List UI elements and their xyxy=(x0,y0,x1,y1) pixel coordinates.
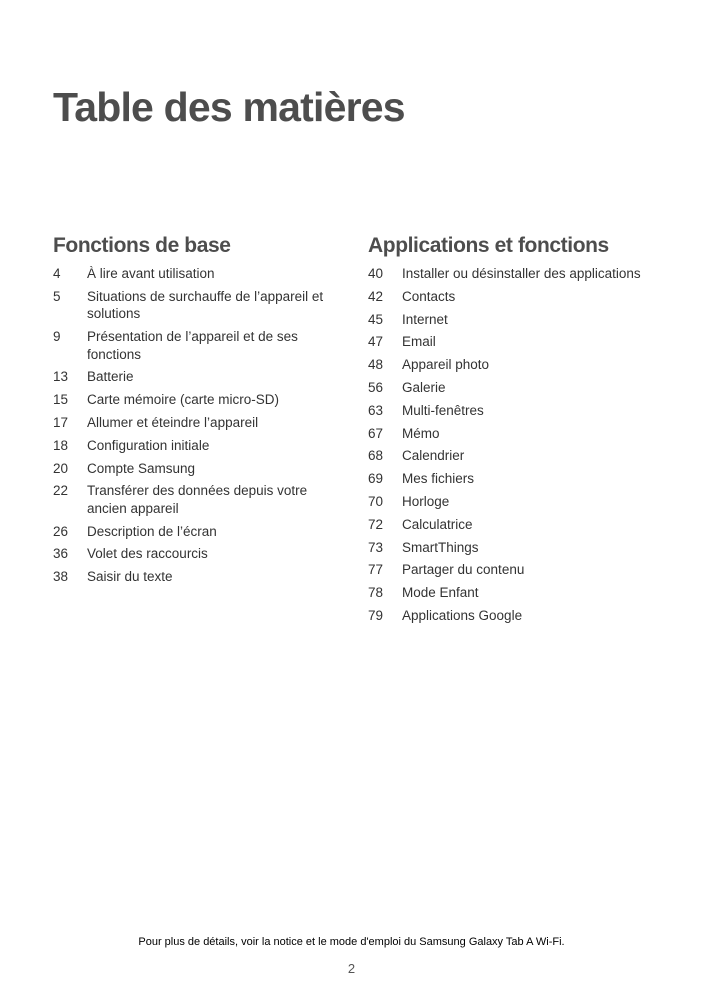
toc-entry[interactable] xyxy=(53,368,343,386)
toc-entry-label: Internet xyxy=(402,311,448,327)
toc-entry-page-number: 17 xyxy=(53,414,69,430)
toc-entry[interactable] xyxy=(53,482,343,517)
toc-entry[interactable] xyxy=(53,568,343,586)
toc-entry-page-number: 79 xyxy=(368,607,384,623)
toc-list-apps-functions xyxy=(368,265,668,624)
page-title: Table des matières xyxy=(53,84,405,130)
toc-entry[interactable] xyxy=(368,333,668,351)
toc-entry-page-number: 5 xyxy=(53,288,61,304)
toc-entry-page-number: 9 xyxy=(53,329,61,345)
toc-entry[interactable] xyxy=(53,523,343,541)
toc-entry-page-number: 67 xyxy=(368,425,384,441)
toc-entry-page-number: 13 xyxy=(53,369,69,385)
toc-column-apps-functions xyxy=(368,232,668,630)
toc-entry-page-number: 45 xyxy=(368,311,384,327)
toc-entry-label: Batterie xyxy=(87,369,134,385)
toc-entry-label: Carte mémoire (carte micro-SD) xyxy=(87,392,280,408)
toc-entry-page-number: 69 xyxy=(368,471,384,487)
footer-note: Pour plus de détails, voir la notice et le mode d'emploi du Samsung Galaxy Tab A Wi-Fi. xyxy=(138,936,565,948)
toc-entry-label: Partager du contenu xyxy=(402,562,525,578)
toc-entry-page-number: 38 xyxy=(53,569,69,585)
toc-entry[interactable] xyxy=(368,561,668,579)
toc-entry-label: SmartThings xyxy=(402,539,479,555)
toc-entry-label: À lire avant utilisation xyxy=(87,266,215,281)
toc-entry[interactable] xyxy=(368,493,668,511)
toc-entry-label: Présentation de l’appareil et de ses fonctions xyxy=(87,329,298,362)
toc-entry-page-number: 15 xyxy=(53,392,69,408)
toc-entry-label: Saisir du texte xyxy=(87,569,173,585)
toc-entry-page-number: 40 xyxy=(368,266,384,281)
toc-entry-label: Horloge xyxy=(402,493,450,509)
toc-entry-label: Galerie xyxy=(402,379,446,395)
toc-entry[interactable] xyxy=(53,460,343,478)
toc-entry[interactable] xyxy=(53,545,343,563)
toc-entry[interactable] xyxy=(368,447,668,465)
section-heading-apps-functions: Applications et fonctions xyxy=(368,234,609,257)
toc-entry-page-number: 78 xyxy=(368,585,384,601)
toc-entry-page-number: 42 xyxy=(368,288,384,304)
toc-entry-label: Compte Samsung xyxy=(87,460,196,476)
toc-entry[interactable] xyxy=(368,584,668,602)
toc-entry[interactable] xyxy=(368,539,668,557)
toc-entry[interactable] xyxy=(53,414,343,432)
toc-entry-page-number: 36 xyxy=(53,546,69,562)
toc-entry[interactable] xyxy=(368,516,668,534)
toc-entry-page-number: 26 xyxy=(53,523,69,539)
toc-entry[interactable] xyxy=(368,379,668,397)
section-heading-basic-functions: Fonctions de base xyxy=(53,234,231,257)
toc-entry[interactable] xyxy=(368,288,668,306)
toc-entry[interactable] xyxy=(53,265,343,283)
toc-entry[interactable] xyxy=(368,470,668,488)
toc-entry-label: Mes fichiers xyxy=(402,471,475,487)
toc-entry[interactable] xyxy=(368,265,668,283)
toc-entry-label: Situations de surchauffe de l’appareil et solutions xyxy=(87,288,324,322)
toc-column-basic-functions xyxy=(53,232,343,591)
toc-entry-label: Applications Google xyxy=(402,607,523,623)
toc-entry-label: Description de l’écran xyxy=(87,523,217,539)
toc-entry[interactable] xyxy=(53,437,343,455)
toc-entry-page-number: 22 xyxy=(53,483,69,499)
toc-entry-page-number: 73 xyxy=(368,539,384,555)
toc-entry[interactable] xyxy=(53,391,343,409)
toc-entry-page-number: 77 xyxy=(368,562,384,578)
toc-entry-page-number: 72 xyxy=(368,516,384,532)
toc-entry-page-number: 68 xyxy=(368,448,384,464)
toc-entry-label: Allumer et éteindre l’appareil xyxy=(87,414,259,430)
toc-entry-page-number: 56 xyxy=(368,379,384,395)
toc-entry-label: Calculatrice xyxy=(402,516,473,532)
toc-entry-label: Email xyxy=(402,334,436,350)
toc-entry[interactable] xyxy=(368,425,668,443)
toc-entry-label: Volet des raccourcis xyxy=(87,546,208,562)
toc-entry-label: Transférer des données depuis votre ancien appareil xyxy=(87,483,308,516)
toc-entry[interactable] xyxy=(368,607,668,625)
toc-entry[interactable] xyxy=(368,402,668,420)
toc-entry-label: Configuration initiale xyxy=(87,437,210,453)
toc-entry-label: Contacts xyxy=(402,288,456,304)
toc-entry-page-number: 47 xyxy=(368,334,384,350)
toc-entry[interactable] xyxy=(53,328,343,363)
toc-entry-label: Mode Enfant xyxy=(402,585,479,601)
toc-entry-label: Calendrier xyxy=(402,448,465,464)
toc-entry[interactable] xyxy=(53,288,343,323)
toc-entry[interactable] xyxy=(368,356,668,374)
toc-entry[interactable] xyxy=(368,311,668,329)
toc-entry-label: Appareil photo xyxy=(402,357,490,373)
toc-entry-page-number: 18 xyxy=(53,437,69,453)
page-number: 2 xyxy=(347,961,356,976)
toc-list-basic-functions xyxy=(53,265,343,586)
toc-entry-label: Installer ou désinstaller des applications xyxy=(402,266,641,281)
toc-entry-page-number: 4 xyxy=(53,266,61,281)
toc-entry-label: Multi-fenêtres xyxy=(402,402,484,418)
toc-entry-page-number: 70 xyxy=(368,493,384,509)
toc-entry-label: Mémo xyxy=(402,425,440,441)
toc-entry-page-number: 20 xyxy=(53,460,69,476)
toc-entry-page-number: 63 xyxy=(368,402,384,418)
toc-entry-page-number: 48 xyxy=(368,357,384,373)
